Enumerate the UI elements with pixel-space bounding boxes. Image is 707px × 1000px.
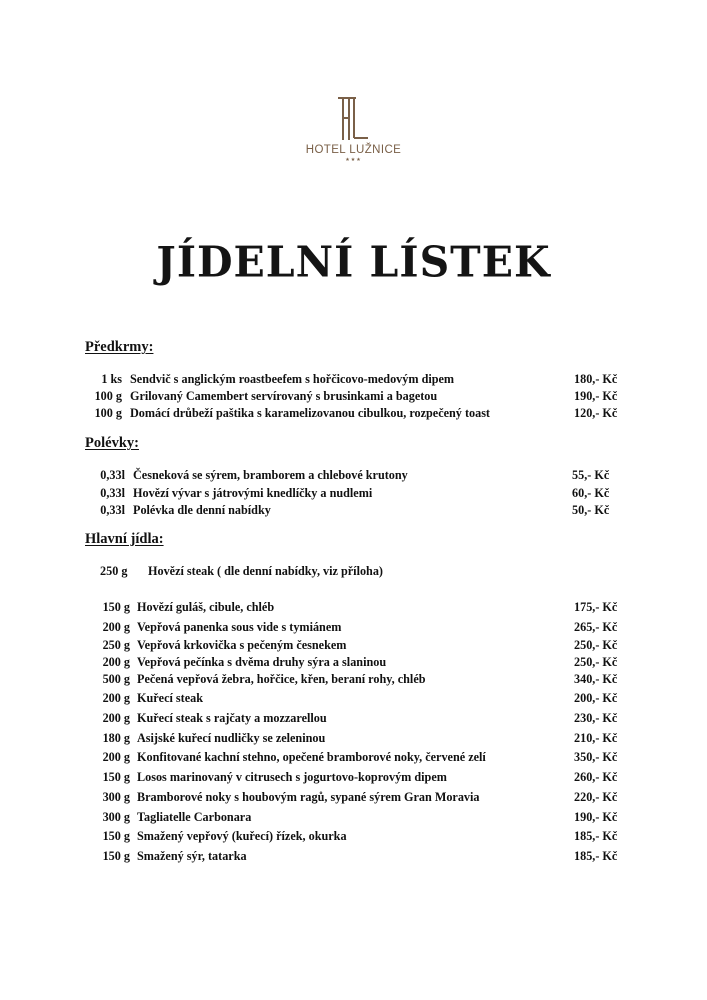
menu-title: JÍDELNÍ LÍSTEK	[156, 237, 551, 287]
menu-item-qty: 200 g	[102, 655, 130, 669]
menu-item	[0, 691, 707, 707]
menu-item-price: 230,- Kč	[574, 711, 618, 725]
menu-item-qty: 1 ks	[101, 372, 122, 386]
menu-item-name: Vepřová panenka sous vide s tymiánem	[137, 620, 342, 634]
menu-item	[0, 638, 707, 654]
menu-item-name: Hovězí guláš, cibule, chléb	[137, 600, 275, 614]
hotel-name: HOTEL LUŽNICE	[305, 144, 402, 156]
menu-item-name: Grilovaný Camembert servírovaný s brusinkami a bagetou	[130, 389, 438, 403]
menu-item	[0, 849, 707, 865]
menu-item-price: 265,- Kč	[574, 620, 618, 634]
menu-item-price: 340,- Kč	[574, 672, 618, 686]
menu-item-qty: 0,33l	[100, 468, 125, 482]
menu-item-qty: 300 g	[102, 810, 130, 824]
menu-item-name: Tagliatelle Carbonara	[137, 810, 252, 824]
menu-item-name: Domácí drůbeží paštika s karamelizovanou cibulkou, rozpečený toast	[130, 406, 490, 420]
menu-item	[0, 829, 707, 845]
menu-item-name: Hovězí steak ( dle denní nabídky, viz příloha)	[148, 564, 383, 578]
hotel-logo	[0, 96, 707, 163]
menu-item	[0, 790, 707, 806]
menu-item-price: 200,- Kč	[574, 691, 618, 705]
menu-item-name: Hovězí vývar s játrovými knedlíčky a nudlemi	[133, 486, 373, 500]
menu-item-special	[0, 564, 707, 580]
menu-item	[0, 770, 707, 786]
menu-item-qty: 300 g	[102, 790, 130, 804]
menu-item	[0, 750, 707, 766]
menu-item-qty: 180 g	[102, 731, 130, 745]
menu-item-name: Losos marinovaný v citrusech s jogurtovo-koprovým dipem	[137, 770, 447, 784]
menu-item	[0, 486, 707, 502]
menu-item-price: 185,- Kč	[574, 849, 618, 863]
menu-item	[0, 810, 707, 826]
menu-item-name: Smažený sýr, tatarka	[137, 849, 247, 863]
menu-item-qty: 250 g	[100, 564, 128, 578]
menu-item	[0, 503, 707, 519]
menu-item-price: 250,- Kč	[574, 655, 618, 669]
menu-item-qty: 250 g	[102, 638, 130, 652]
menu-item-price: 210,- Kč	[574, 731, 618, 745]
menu-item-name: Smažený vepřový (kuřecí) řízek, okurka	[137, 829, 347, 843]
menu-item-name: Česneková se sýrem, bramborem a chlebové krutony	[133, 468, 408, 482]
menu-item-price: 50,- Kč	[572, 503, 610, 517]
menu-item-qty: 200 g	[102, 750, 130, 764]
menu-item-name: Vepřová pečínka s dvěma druhy sýra a slaninou	[137, 655, 387, 669]
menu-item-price: 220,- Kč	[574, 790, 618, 804]
section-title-predkrmy: Předkrmy:	[85, 339, 154, 355]
menu-item-qty: 200 g	[102, 711, 130, 725]
menu-item-name: Kuřecí steak	[137, 691, 204, 705]
menu-item-name: Bramborové noky s houbovým ragů, sypané sýrem Gran Moravia	[137, 790, 480, 804]
menu-item-qty: 100 g	[94, 406, 122, 420]
menu-item-qty: 150 g	[102, 600, 130, 614]
menu-item-qty: 200 g	[102, 691, 130, 705]
menu-item	[0, 655, 707, 671]
menu-item	[0, 711, 707, 727]
menu-item-price: 190,- Kč	[574, 810, 618, 824]
menu-item-price: 55,- Kč	[572, 468, 610, 482]
menu-item-qty: 0,33l	[100, 503, 125, 517]
menu-item-price: 120,- Kč	[574, 406, 618, 420]
menu-item-name: Konfitované kachní stehno, opečené bramborové noky, červené zelí	[137, 750, 486, 764]
menu-item-price: 190,- Kč	[574, 389, 618, 403]
menu-item	[0, 406, 707, 422]
menu-item	[0, 600, 707, 616]
menu-item-name: Kuřecí steak s rajčaty a mozzarellou	[137, 711, 327, 725]
menu-item-price: 350,- Kč	[574, 750, 618, 764]
menu-item-price: 250,- Kč	[574, 638, 618, 652]
menu-item-price: 260,- Kč	[574, 770, 618, 784]
menu-item	[0, 731, 707, 747]
menu-item-qty: 0,33l	[100, 486, 125, 500]
menu-item-name: Sendvič s anglickým roastbeefem s hořčicovo-medovým dipem	[130, 372, 455, 386]
menu-item-name: Asijské kuřecí nudličky se zeleninou	[137, 731, 326, 745]
menu-item	[0, 372, 707, 388]
menu-item-price: 180,- Kč	[574, 372, 618, 386]
menu-item-qty: 100 g	[94, 389, 122, 403]
menu-item	[0, 672, 707, 688]
menu-item-price: 175,- Kč	[574, 600, 618, 614]
section-title-polevky: Polévky:	[85, 435, 139, 451]
menu-item	[0, 389, 707, 405]
menu-item	[0, 468, 707, 484]
menu-item-qty: 150 g	[102, 770, 130, 784]
menu-item-price: 60,- Kč	[572, 486, 610, 500]
menu-item-price: 185,- Kč	[574, 829, 618, 843]
menu-item-qty: 150 g	[102, 849, 130, 863]
hotel-monogram-icon	[334, 96, 374, 142]
menu-item	[0, 620, 707, 636]
menu-item-name: Vepřová krkovička s pečeným česnekem	[137, 638, 347, 652]
menu-item-qty: 150 g	[102, 829, 130, 843]
hotel-stars: ★★★	[345, 157, 362, 163]
menu-item-qty: 200 g	[102, 620, 130, 634]
menu-item-name: Polévka dle denní nabídky	[133, 503, 271, 517]
section-title-hlavni: Hlavní jídla:	[85, 531, 164, 547]
menu-item-qty: 500 g	[102, 672, 130, 686]
menu-item-name: Pečená vepřová žebra, hořčice, křen, beraní rohy, chléb	[137, 672, 426, 686]
